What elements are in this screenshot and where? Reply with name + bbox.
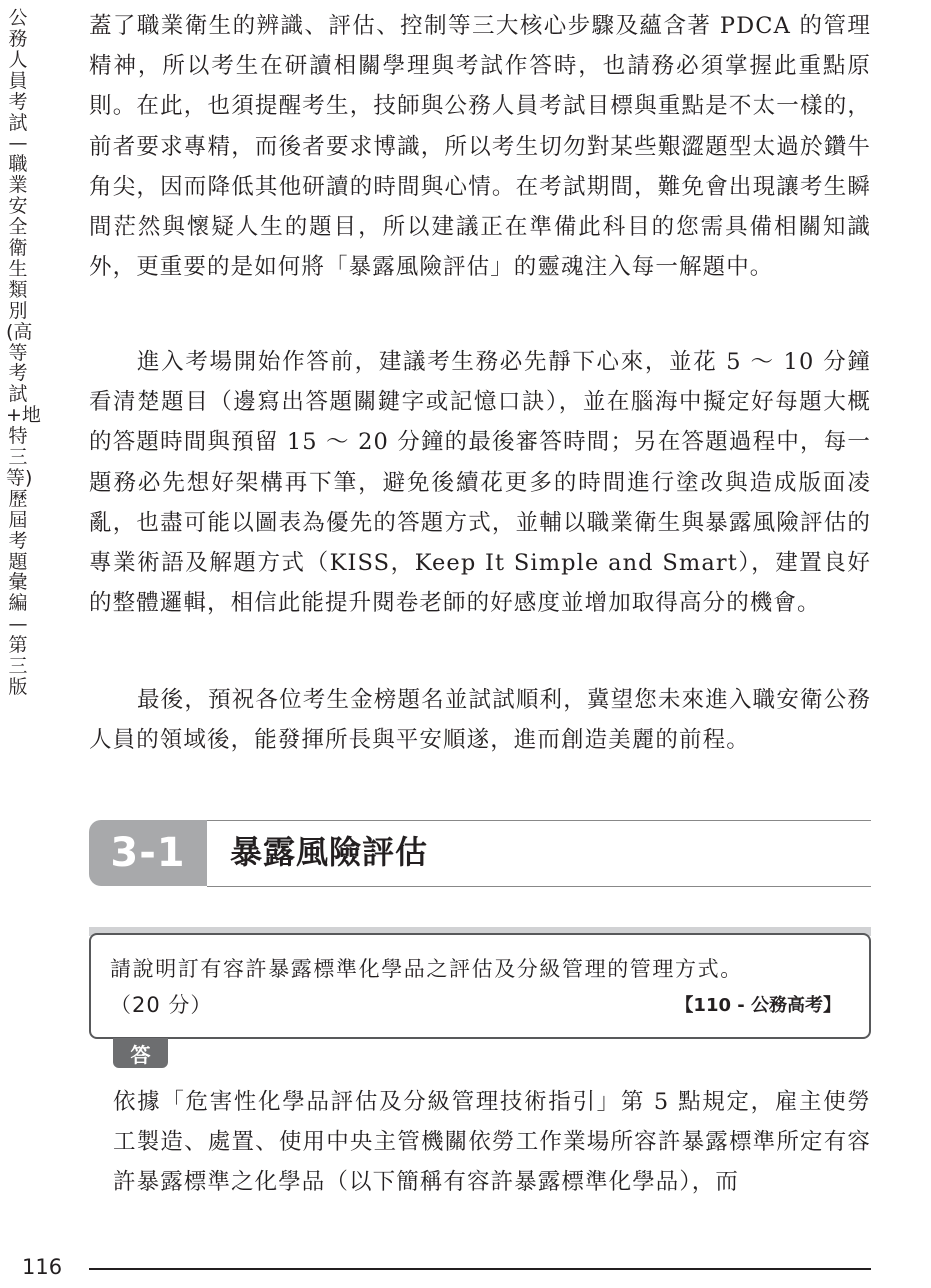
question-text: 請說明訂有容許暴露標準化學品之評估及分級管理的管理方式。 [110,957,743,981]
section-rule-bottom [207,886,871,887]
section-heading [89,820,871,888]
section-rule-top [207,820,871,821]
question-box [89,933,871,1039]
section-number-tab: 3-1 [89,820,207,886]
section-title: 暴露風險評估 [230,833,429,871]
running-side-title: 公務人員考試—職業安全衛生類別(高等考試+地特三等)歷屆考題彙編—第三版 [6,7,41,698]
body-paragraph-3: 最後，預祝各位考生金榜題名並試試順利，冀望您未來進入職安衛公務人員的領域後，能發揮所長與平安順遂，進而創造美麗的前程。 [89,687,871,754]
page-number: 116 [22,1255,63,1279]
question-score: （20 分） [110,993,213,1017]
answer-text: 依據「危害性化學品評估及分級管理技術指引」第 5 點規定，雇主使勞工製造、處置、使用中央主管機關依勞工作業場所容許暴露標準所定有容許暴露標準之化學品（以下簡稱有容許暴露標準化學品），而 [113,1089,871,1196]
answer-badge: 答 [113,1038,168,1068]
body-paragraph-1: 蓋了職業衛生的辨識、評估、控制等三大核心步驟及蘊含著 PDCA 的管理精神，所以考生在研讀相關學理與考試作答時，也請務必須掌握此重點原則。在此，也須提醒考生，技師與公務人員考試目標與重點是不太一樣的，前者要求專精，而後者要求博識，所以考生切勿對某些艱澀題型太過於鑽牛角尖，因而降低其他研讀的時間與心情。在考試期間，難免會出現讓考生瞬間茫然與懷疑人生的題目，所以建議正在準備此科目的您需具備相關知識外，更重要的是如何將「暴露風險評估」的靈魂注入每一解題中。 [89,13,871,281]
body-paragraph-2: 進入考場開始作答前，建議考生務必先靜下心來，並花 5 ～ 10 分鐘看清楚題目（邊寫出答題關鍵字或記憶口訣），並在腦海中擬定好每題大概的答題時間與預留 15 ～ 20 分鐘的最後審答時間；另在答題過程中，每一題務必先想好架構再下筆，避免後續花更多的時間進行塗改與造成版面凌亂，也盡可能以圖表為優先的答題方式，並輔以職業衛生與暴露風險評估的專業術語及解題方式（KISS，Keep It Simple and Smart），建置良好的整體邏輯，相信此能提升閱卷老師的好感度並增加取得高分的機會。 [89,349,871,617]
footer-rule [89,1268,871,1270]
question-source: 【110 - 公務高考】 [675,995,841,1016]
